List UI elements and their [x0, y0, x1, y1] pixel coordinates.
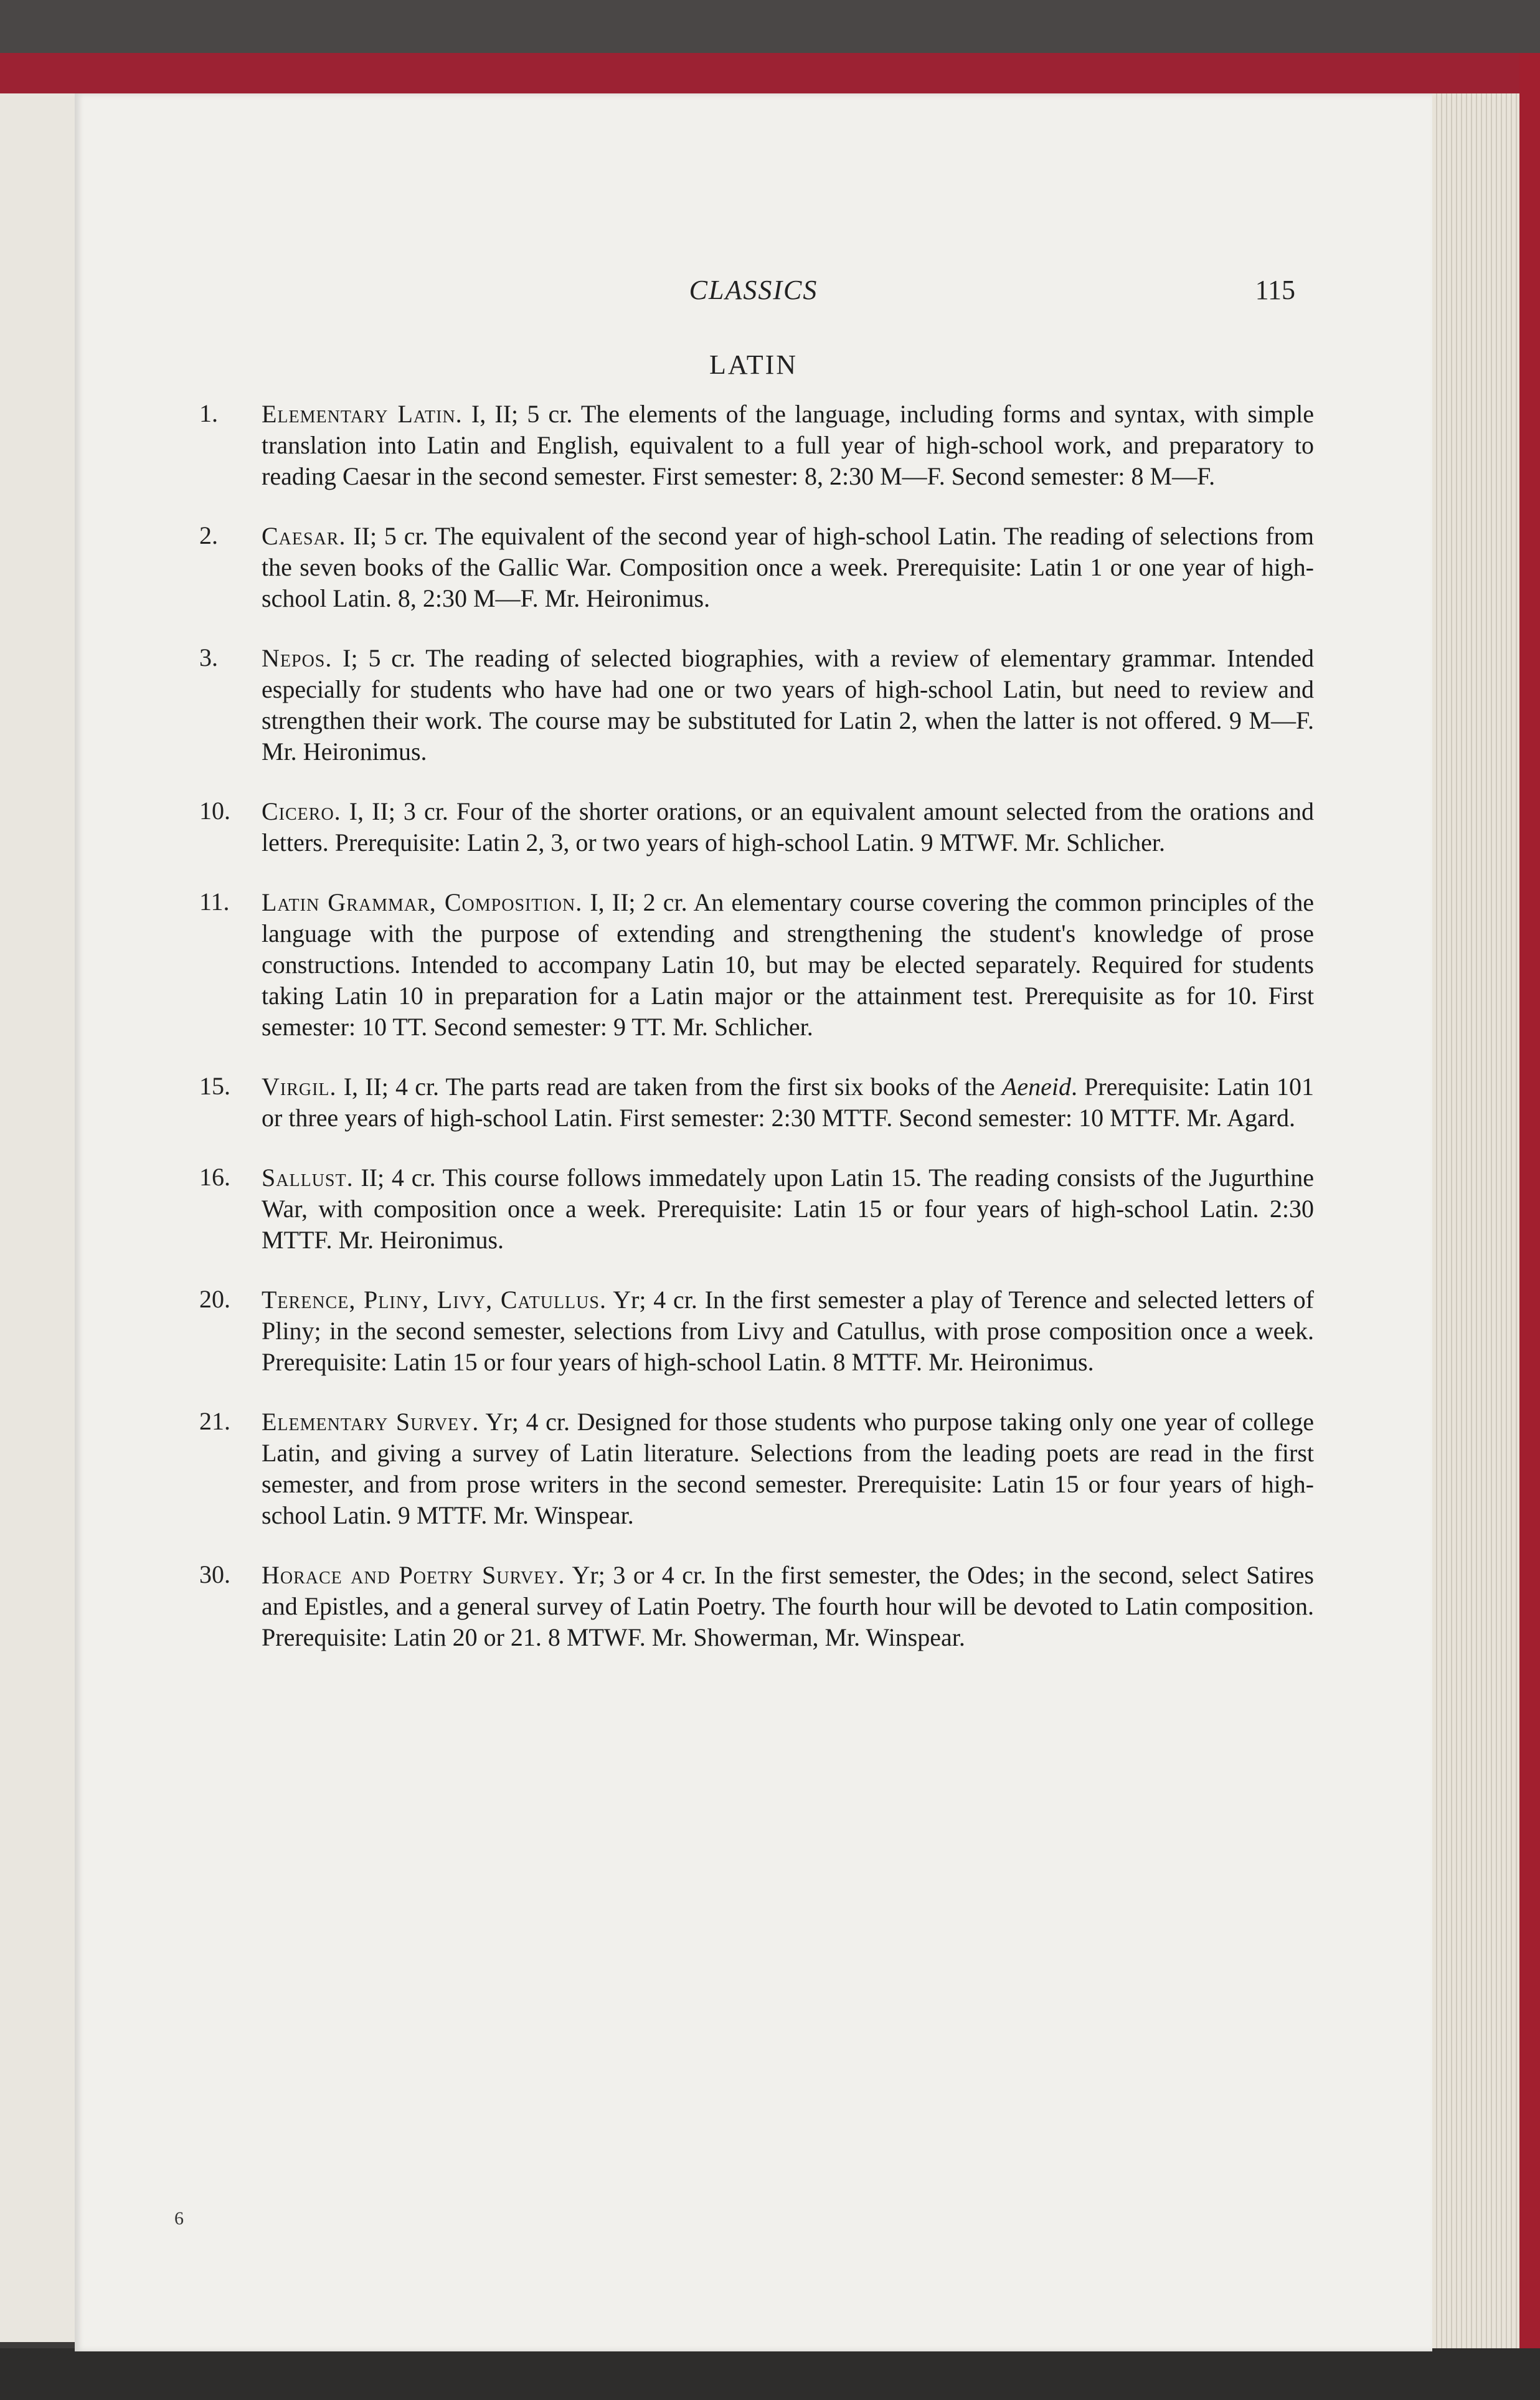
course-title: Terence, Pliny, Livy, Catullus. — [262, 1286, 607, 1314]
course-description — [262, 643, 1314, 767]
course-number: 16. — [199, 1163, 230, 1191]
bottom-background — [0, 2348, 1540, 2400]
course-number: 3. — [199, 643, 218, 671]
course-number: 20. — [199, 1285, 230, 1313]
course-description — [262, 1406, 1314, 1531]
course-number: 15. — [199, 1072, 230, 1100]
top-background — [0, 0, 1540, 53]
course-number: 30. — [199, 1560, 230, 1588]
course-details: I, II; 2 cr. An elementary course covering the common principles of the language with the purpose of extending and strengthening the student's knowledge of prose constructions. Intended to accompany Latin 10, but may be elected separately. Required for students taking Latin 10 in preparation for a Latin major or the attainment test. Prerequisite as for 10. First semester: 10 TT. Second semester: 9 TT. Mr. Schlicher. — [262, 888, 1315, 1041]
book-cover-edge — [1519, 53, 1540, 2358]
facing-page-edge — [0, 93, 77, 2342]
course-entry-16 — [199, 1162, 1314, 1256]
course-entry-3 — [199, 643, 1314, 767]
course-entry-10 — [199, 796, 1314, 858]
course-title: Elementary Latin. — [262, 400, 463, 428]
course-title: Nepos. — [262, 644, 333, 672]
course-entry-11 — [199, 887, 1314, 1043]
course-details: Yr; 3 or 4 cr. In the first semester, the Odes; in the second, select Satires and Epistles, and a general survey of Latin Poetry. The fourth hour will be devoted to Latin composition. Prerequisite: Latin 20 or 21. 8 MTWF. Mr. Showerman, Mr. Winspear. — [262, 1561, 1314, 1651]
book-page — [75, 93, 1432, 2351]
course-title: Elementary Survey. — [262, 1408, 479, 1436]
course-details: II; 4 cr. This course follows immedately upon Latin 15. The reading consists of the Jugurthine War, with composition once a week. Prerequisite: Latin 15 or four years of high-school Latin. 2:30 MTTF. Mr. Heironimus. — [262, 1164, 1314, 1254]
course-entry-30 — [199, 1560, 1314, 1653]
running-header: CLASSICS — [689, 275, 818, 305]
page-number: 115 — [1255, 275, 1295, 305]
course-number: 1. — [199, 399, 218, 427]
section-title: LATIN — [709, 349, 798, 380]
course-title: Sallust. — [262, 1164, 354, 1192]
course-description — [262, 887, 1314, 1043]
course-description — [262, 1162, 1314, 1256]
course-description — [262, 1071, 1314, 1134]
course-details: I; 5 cr. The reading of selected biographies, with a review of elementary grammar. Intended especially for students who have had one or two years of high-school Latin, but need to review and strengthen their work. The course may be substituted for Latin 2, when the latter is not offered. 9 M—F. Mr. Heironimus. — [262, 644, 1314, 766]
signature-mark: 6 — [174, 2208, 184, 2229]
course-details: Yr; 4 cr. Designed for those students who purpose taking only one year of college Latin, and giving a survey of Latin literature. Selections from the leading poets are read in the first semester, and from prose writers in the second semester. Prerequisite: Latin 15 or four years of high-school Latin. 9 MTTF. Mr. Winspear. — [262, 1408, 1314, 1529]
course-title: Caesar. — [262, 522, 346, 550]
course-details: II; 5 cr. The equivalent of the second year of high-school Latin. The reading of selections from the seven books of the Gallic War. Composition once a week. Prerequisite: Latin 1 or one year of high-school Latin. 8, 2:30 M—F. Mr. Heironimus. — [262, 522, 1314, 612]
course-number: 11. — [199, 888, 230, 916]
course-title: Latin Grammar, Composition. — [262, 888, 583, 916]
course-description — [262, 399, 1314, 492]
course-description — [262, 796, 1314, 858]
course-number: 21. — [199, 1407, 230, 1435]
course-entry-21 — [199, 1406, 1314, 1531]
course-list — [199, 399, 1314, 1682]
course-details: I, II; 3 cr. Four of the shorter orations, or an equivalent amount selected from the orations and letters. Prerequisite: Latin 2, 3, or two years of high-school Latin. 9 MTWF. Mr. Schlicher. — [262, 797, 1314, 856]
course-title: Cicero. — [262, 797, 341, 825]
book-top-edge — [0, 53, 1540, 97]
course-details: Yr; 4 cr. In the first semester a play of Terence and selected letters of Pliny; in the second semester, selections from Livy and Catullus, with prose composition once a week. Prerequisite: Latin 15 or four years of high-school Latin. 8 MTTF. Mr. Heironimus. — [262, 1286, 1314, 1376]
work-title: Aeneid — [1001, 1073, 1071, 1101]
course-entry-2 — [199, 521, 1314, 614]
course-entry-15 — [199, 1071, 1314, 1134]
course-details: . Prerequisite: Latin 101 or three years of high-school Latin. First semester: 2:30 MTTF. Second semester: 10 MTTF. Mr. Agard. — [262, 1073, 1314, 1132]
page-stack-edge — [1432, 93, 1519, 2348]
course-entry-1 — [199, 399, 1314, 492]
course-title: Horace and Poetry Survey. — [262, 1561, 565, 1589]
course-description — [262, 521, 1314, 614]
course-details-lead: I, II; 4 cr. The parts read are taken from the first six books of the — [336, 1073, 1002, 1101]
course-entry-20 — [199, 1284, 1314, 1378]
course-title: Virgil. — [262, 1073, 337, 1101]
course-description — [262, 1284, 1314, 1378]
course-number: 2. — [199, 521, 218, 549]
course-details: I, II; 5 cr. The elements of the language, including forms and syntax, with simple translation into Latin and English, equivalent to a full year of high-school work, and preparatory to reading Caesar in the second semester. First semester: 8, 2:30 M—F. Second semester: 8 M—F. — [262, 400, 1314, 490]
course-number: 10. — [199, 797, 230, 825]
course-description — [262, 1560, 1314, 1653]
